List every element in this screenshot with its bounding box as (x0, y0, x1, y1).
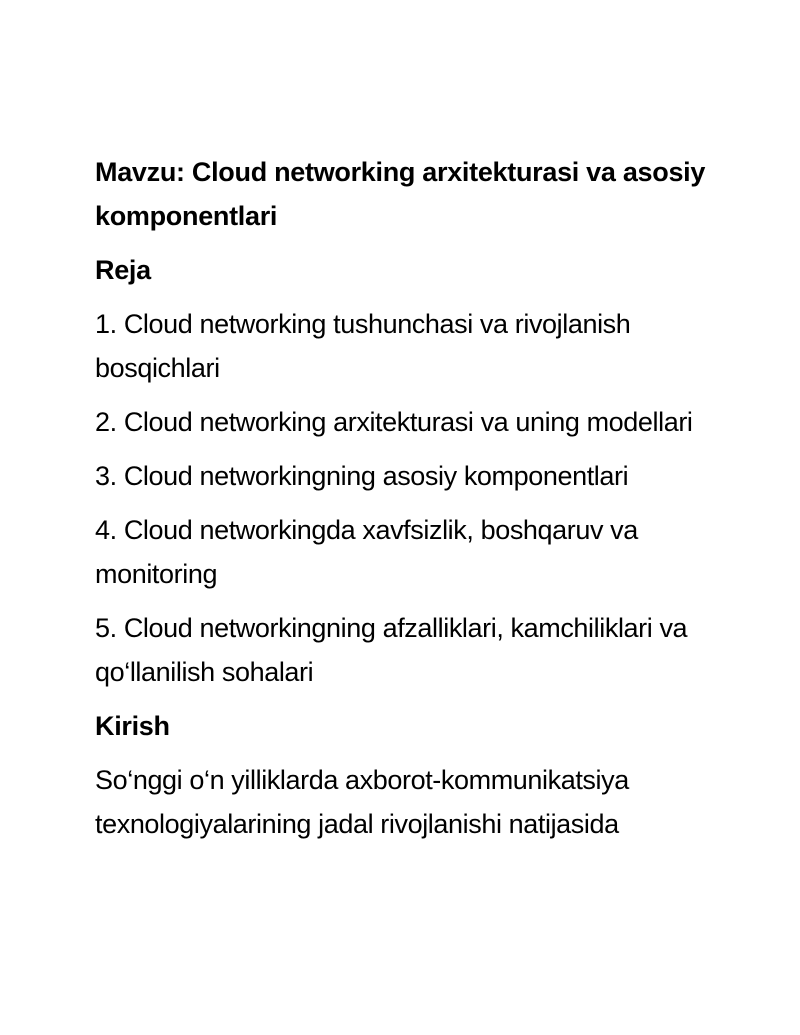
plan-item-3: 3. Cloud networkingning asosiy komponentlari (95, 461, 629, 491)
plan-item-2: 2. Cloud networking arxitekturasi va uning modellari (95, 407, 693, 437)
plan-item-1: 1. Cloud networking tushunchasi va rivojlanish bosqichlari (95, 309, 631, 383)
document-title: Mavzu: Cloud networking arxitekturasi va asosiy komponentlari (95, 157, 706, 231)
intro-heading: Kirish (95, 711, 170, 741)
plan-heading: Reja (95, 255, 151, 285)
intro-paragraph: So‘nggi o‘n yilliklarda axborot-kommunikatsiya texnologiyalarining jadal rivojlanishi natijasida (95, 765, 629, 839)
plan-item-5: 5. Cloud networkingning afzalliklari, kamchiliklari va qo‘llanilish sohalari (95, 613, 688, 687)
plan-list (95, 302, 710, 694)
plan-item-4: 4. Cloud networkingda xavfsizlik, boshqaruv va monitoring (95, 515, 638, 589)
